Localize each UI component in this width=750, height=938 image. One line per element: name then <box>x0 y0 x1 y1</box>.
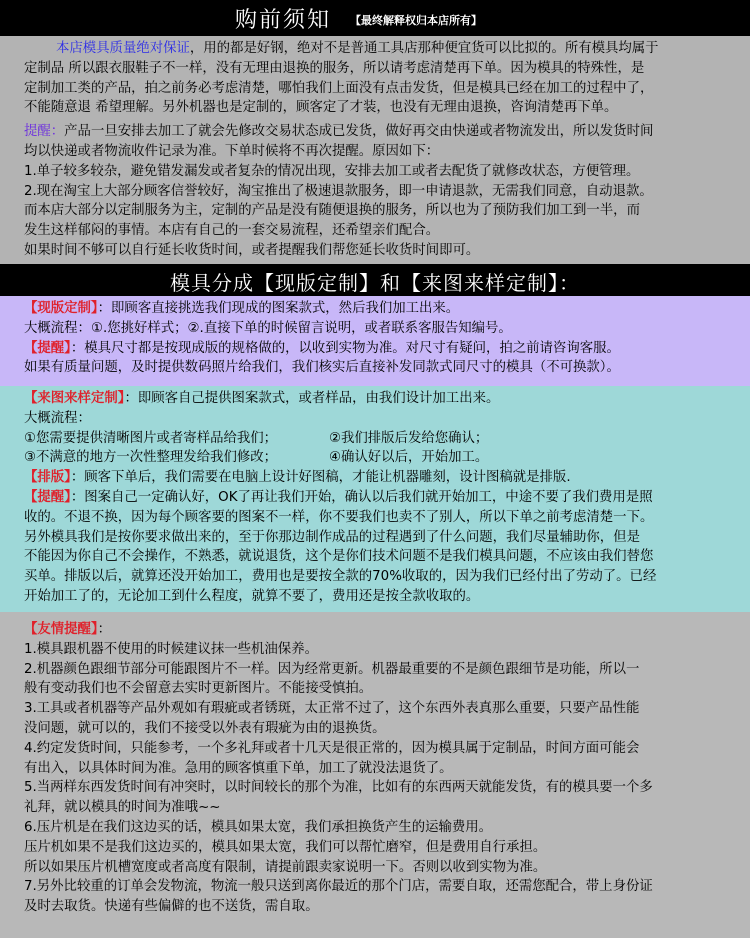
laitu-section <box>0 386 750 612</box>
laitu-tip-label: 【提醒】 <box>24 489 71 505</box>
notice-section <box>0 36 750 264</box>
tip-line-7: 如果时间不够可以自行延长收货时间，或者提醒我们帮您延长收货时间即可。 <box>24 242 480 258</box>
laitu-steps-1: ①您需要提供清晰图片或者寄样品给我们； ②我们排版后发给您确认； <box>24 430 489 446</box>
section-title-bar <box>0 264 750 296</box>
friendly-line-11: 压片机如果不是我们这边买的，模具如果太宽，我们可以帮忙磨窄，但是费用自行承担。 <box>24 839 547 855</box>
notice-line-2: 定制品 所以跟衣服鞋子不一样，没有无理由退换的服务，所以请考虑清楚再下单。因为模具的特殊性，是 <box>24 60 645 76</box>
friendly-line-13: 7.另外比较重的订单会发物流，物流一般只送到离你最近的那个门店，需要自取，还需您配合，带上身份证 <box>24 879 653 895</box>
quality-highlight: 本店模具质量绝对保证 <box>56 41 190 56</box>
laitu-tip-5: 买单。排版以后，就算还没开始加工，费用也是要按全款的70%收取的，因为我们已经付出了劳动了。已经 <box>24 569 657 585</box>
friendly-label: 【友情提醒】 <box>24 622 98 637</box>
friendly-line-6: 4.约定发货时间，只能参考，一个多礼拜或者十几天是很正常的，因为模具属于定制品，时间方面可能会 <box>24 740 640 756</box>
xianban-tip: 【提醒】：模具尺寸都是按现成版的规格做的，以收到实物为准。对尺寸有疑问，拍之前请咨询客服。 <box>24 340 620 356</box>
xianban-section <box>0 296 750 386</box>
laitu-tip-4: 不能因为你自己不会操作，不熟悉，就说退货，这个是你们技术问题不是我们模具问题，不应该由我们替您 <box>24 549 654 565</box>
laitu-tip-3: 另外模具我们是按你要求做出来的，至于你那边制作成品的过程遇到了什么问题，我们尽量辅助你，但是 <box>24 529 640 545</box>
friendly-line-14: 及时去取货。快递有些偏僻的也不送货，需自取。 <box>24 899 319 915</box>
friendly-line-7: 有出入，以具体时间为准。急用的顾客慎重下单，加工了就没法退货了。 <box>24 760 453 776</box>
page-title: 购前须知 <box>235 8 332 33</box>
xianban-label: 【现版定制】 <box>24 301 98 316</box>
xianban-tip-label: 【提醒】 <box>24 340 71 356</box>
xianban-tip-2: 如果有质量问题，及时提供数码照片给我们，我们核实后直接补发同款式同尺寸的模具（不可换款）。 <box>24 360 620 376</box>
laitu-paiban: 【排版】：顾客下单后，我们需要在电脑上设计好图稿，才能让机器雕刻，设计图稿就是排版. <box>24 470 571 486</box>
friendly-title: 【友情提醒】： <box>24 622 112 637</box>
friendly-line-1: 1.模具跟机器不使用的时候建议抹一些机油保养。 <box>24 641 318 657</box>
laitu-tip-6: 开始加工了的，无论加工到什么程度，就算不要了，费用还是按全款收取的。 <box>24 588 480 604</box>
xianban-desc: 【现版定制】：即顾客直接挑选我们现成的图案款式，然后我们加工出来。 <box>24 301 460 316</box>
tip-label: 提醒： <box>24 124 65 140</box>
friendly-line-10: 6.压片机是在我们这边买的话，模具如果太宽，我们承担换货产生的运输费用。 <box>24 819 493 835</box>
laitu-tip-1: 【提醒】：图案自己一定确认好，OK了再让我们开始，确认以后我们就开始加工，中途不要了我们费用是照 <box>24 489 653 505</box>
laitu-label: 【来图来样定制】 <box>24 391 125 406</box>
friendly-line-8: 5.当两样东西发货时间有冲突时，以时间较长的那个为准，比如有的东西两天就能发货，有的模具要一个多 <box>24 780 653 796</box>
friendly-line-4: 3.工具或者机器等产品外观如有瑕疵或者锈斑，太正常不过了，这个东西外表真那么重要，只要产品性能 <box>24 701 640 717</box>
notice-line-4: 不能随意退 希望理解。另外机器也是定制的，顾客定了才装，也没有无理由退换，咨询清楚再下单。 <box>24 100 618 116</box>
tip-line-6: 发生这样郁闷的事情。本店有自己的一套交易流程，还希望亲们配合。 <box>24 223 440 239</box>
notice-line-3: 定制加工类的产品，拍之前务必考虑清楚，哪怕我们上面没有点击发货，但是模具已经在加工的过程中了， <box>24 80 654 96</box>
laitu-process-title: 大概流程： <box>24 410 91 426</box>
friendly-line-12: 所以如果压片机槽宽度或者高度有限制，请提前跟卖家说明一下。否则以收到实物为准。 <box>24 859 547 875</box>
paiban-label: 【排版】 <box>24 470 71 486</box>
laitu-desc: 【来图来样定制】：即顾客自己提供图案款式，或者样品，由我们设计加工出来。 <box>24 391 500 406</box>
xianban-process: 大概流程：①.您挑好样式；②.直接下单的时候留言说明，或者联系客服告知编号。 <box>24 320 512 336</box>
tip-line-5: 而本店大部分以定制服务为主，定制的产品是没有随便退换的服务，所以也为了预防我们加工到一半，而 <box>24 203 640 219</box>
notice-line-1: 本店模具质量绝对保证，用的都是好钢，绝对不是普通工具店那种便宜货可以比拟的。所有模具均属于 <box>56 41 659 56</box>
tip-line-3: 1.单子较多较杂，避免错发漏发或者复杂的情况出现，安排去加工或者去配货了就修改状态，方便管理。 <box>24 163 640 179</box>
tip-line-4: 2.现在淘宝上大部分顾客信誉较好，淘宝推出了极速退款服务，即一申请退款，无需我们同意，自动退款。 <box>24 183 653 199</box>
laitu-steps-2: ③不满意的地方一次性整理发给我们修改； ④确认好以后，开始加工。 <box>24 450 489 466</box>
friendly-line-3: 般有变动我们也不会留意去实时更新图片。不能接受慎拍。 <box>24 681 373 697</box>
friendly-line-5: 没问题，就可以的，我们不接受以外表有瑕疵为由的退换货。 <box>24 720 386 736</box>
friendly-line-9: 礼拜，就以模具的时间为准哦~~ <box>24 800 221 816</box>
friendly-section <box>0 612 750 938</box>
tip-line-2: 均以快递或者物流收件记录为准。下单时候将不再次提醒。原因如下： <box>24 143 440 159</box>
section-title: 模具分成【现版定制】和【来图来样定制】： <box>170 271 580 295</box>
laitu-tip-2: 收的。不退不换，因为每个顾客要的图案不一样，你不要我们也卖不了别人，所以下单之前考虑清楚一下。 <box>24 509 654 525</box>
header-bar <box>0 0 750 36</box>
header-note: 【最终解释权归本店所有】 <box>350 14 482 27</box>
tip-line-1: 提醒：产品一旦安排去加工了就会先修改交易状态成已发货，做好再交由快递或者物流发出，所以发货时间 <box>24 124 654 140</box>
friendly-line-2: 2.机器颜色跟细节部分可能跟图片不一样。因为经常更新。机器最重要的不是颜色跟细节是功能，所以一 <box>24 661 640 677</box>
